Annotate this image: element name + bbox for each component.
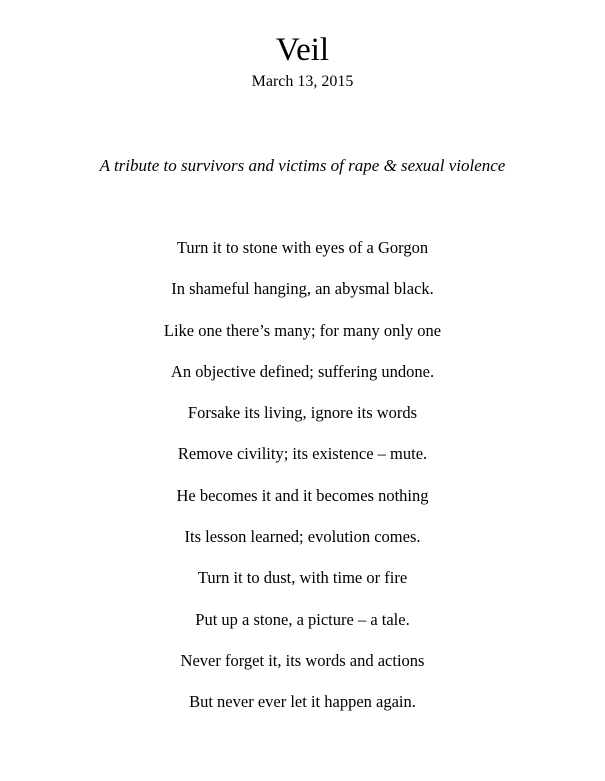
- poem-body: [0, 237, 605, 733]
- poem-line: Like one there’s many; for many only one: [163, 320, 442, 340]
- poem-date: March 13, 2015: [251, 73, 354, 90]
- poem-line: Forsake its living, ignore its words: [187, 403, 418, 423]
- poem-line: Put up a stone, a picture – a tale.: [195, 609, 410, 629]
- poem-line: But never ever let it happen again.: [189, 692, 416, 712]
- poem-title: Veil: [275, 32, 330, 68]
- poem-line: In shameful hanging, an abysmal black.: [171, 279, 434, 299]
- poem-line: He becomes it and it becomes nothing: [176, 485, 429, 505]
- poem-line: Turn it to dust, with time or fire: [197, 568, 408, 588]
- poem-dedication: A tribute to survivors and victims of rape & sexual violence: [99, 156, 506, 175]
- poem-line: Never forget it, its words and actions: [180, 650, 425, 670]
- poem-line: An objective defined; suffering undone.: [170, 361, 435, 381]
- poem-line: Turn it to stone with eyes of a Gorgon: [176, 238, 429, 257]
- poem-line: Remove civility; its existence – mute.: [177, 444, 428, 464]
- poem-line: Its lesson learned; evolution comes.: [184, 527, 421, 547]
